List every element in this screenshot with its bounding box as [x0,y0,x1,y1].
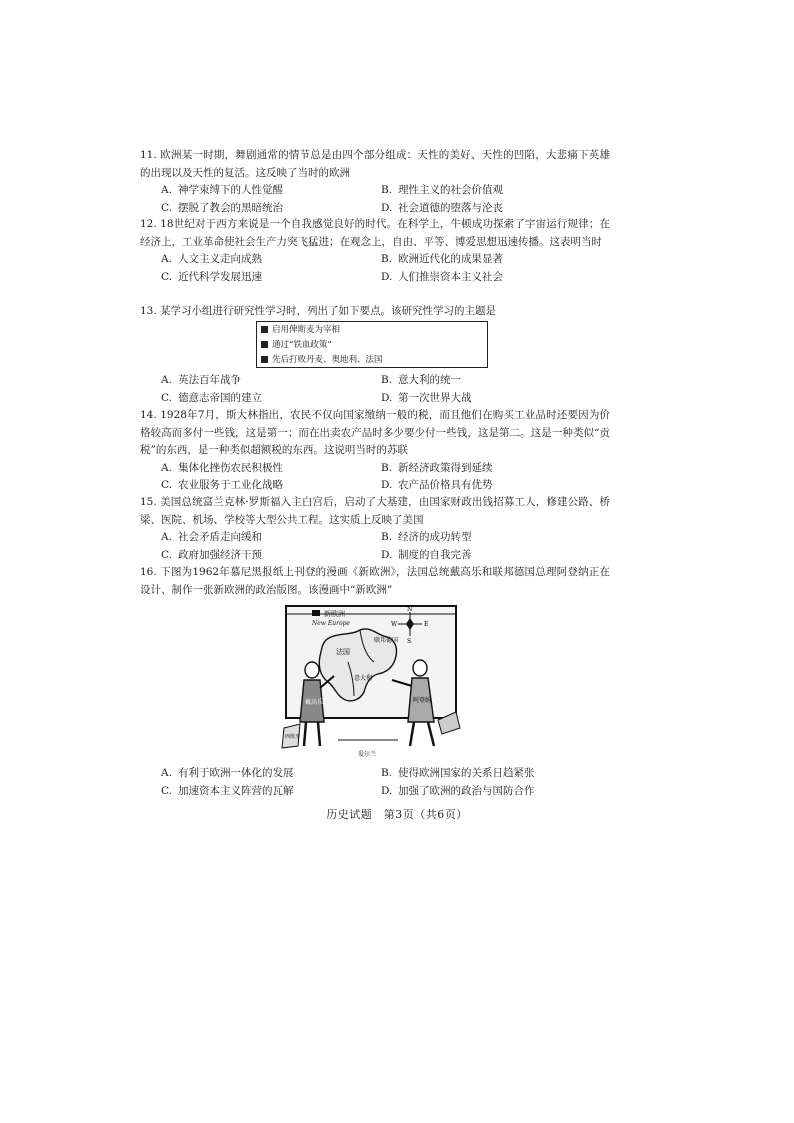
cartoon-sign-cn: 新欧洲 [324,610,345,618]
option-b: B. 使得欧洲国家的关系日趋紧张 [381,767,535,779]
label-italy: 意大利 [354,675,373,682]
option-b: B. 欧洲近代化的成果显著 [381,253,503,265]
option-a: A. 英法百年战争 [161,374,241,386]
compass-n: N [407,606,413,613]
option-c: C. 农业服务于工业化战略 [161,479,283,491]
question-14 [140,407,610,495]
key-point: 先后打败丹麦、奥地利、法国 [261,353,487,368]
question-11 [140,147,610,217]
compass-s: S [407,638,412,645]
question-stem: 11. 欧洲某一时期，舞剧通常的情节总是由四个部分组成：天性的美好、天性的凹陷，大悲痛下英雄的出现以及天性的复活。这反映了当时的欧洲 [140,149,611,179]
options [140,251,610,286]
option-b: B. 意大利的统一 [381,374,461,386]
option-a: A. 有利于欧洲一体化的发展 [161,767,294,779]
compass-e: E [424,621,429,628]
label-adenauer: 阿登纳 [413,697,432,704]
key-point: 通过“铁血政策” [261,338,487,353]
question-16 [140,564,610,599]
question-13 [140,303,610,321]
option-a: A. 社会矛盾走向缓和 [161,531,262,543]
question-12 [140,216,610,286]
options [140,529,610,564]
options [140,460,610,495]
option-a: A. 神学束缚下的人性觉醒 [161,184,283,196]
option-b: B. 经济的成功转型 [381,531,472,543]
option-b: B. 新经济政策得到延续 [381,461,493,474]
key-point: 启用俾斯麦为宰相 [261,323,487,338]
options [140,372,610,407]
option-d: D. 加强了欧洲的政治与国防合作 [381,784,535,797]
question-stem: 14. 1928年7月，斯大林指出，农民不仅向国家缴纳一般的税，而且他们在购买工业品时还要因为价格较高而多付一些钱，这是第一；而在出卖农产品时多少要少付一些钱，这是第二。这是一种类似“贡税”的东西，是一种类似超额税的东西。这说明当时的苏联 [140,409,610,456]
question-stem: 16. 下图为1962年慕尼黑报纸上刊登的漫画《新欧洲》，法国总统戴高乐和联邦德国总理阿登纳正在设计、制作一张新欧洲的政治版图。该漫画中“新欧洲” [140,566,610,596]
label-spain: 西班牙 [285,734,301,740]
option-c: C. 摆脱了教会的黑暗统治 [161,201,283,214]
question-15 [140,494,610,564]
option-c: C. 加速资本主义阵营的瓦解 [161,784,294,797]
option-d: D. 农产品价格具有优势 [381,479,493,491]
label-ireland: 爱尔兰 [358,751,377,758]
question-13-options [140,372,610,407]
option-a: A. 人文主义走向成熟 [161,253,262,265]
question-stem: 12. 18世纪对于西方来说是一个自我感觉良好的时代。在科学上，牛顿成功探索了宇宙运行规律；在经济上，工业革命使社会生产力突飞猛进；在观念上，自由、平等、博爱思想迅速传播。这表明当时 [140,218,610,248]
label-france: 法国 [336,648,350,656]
option-c: C. 近代科学发展迅速 [161,270,262,283]
page-footer: 历史试题 第3页（共6页） [326,808,468,821]
compass-w: W [391,621,398,628]
option-c: C. 政府加强经济干预 [161,548,262,561]
option-d: D. 人们推崇资本主义社会 [381,270,503,283]
option-c: C. 德意志帝国的建立 [161,391,262,404]
options [140,765,610,800]
question-stem: 13. 某学习小组进行研究性学习时，列出了如下要点。该研究性学习的主题是 [140,305,497,317]
label-de-gaulle: 戴高乐 [305,699,324,706]
option-d: D. 制度的自我完善 [381,548,472,561]
option-d: D. 第一次世界大战 [381,391,472,404]
options [140,182,610,217]
option-a: A. 集体化挫伤农民积极性 [161,461,283,474]
question-16-options [140,765,610,800]
option-d: D. 社会道德的堕落与沦丧 [381,201,503,214]
key-points-box [256,321,488,368]
question-stem: 15. 美国总统富兰克林·罗斯福入主白宫后，启动了大基建，由国家财政出钱招募工人，修建公路、桥梁、医院、机场、学校等大型公共工程。这实质上反映了美国 [140,496,610,526]
new-europe-cartoon [278,600,468,760]
option-b: B. 理性主义的社会价值观 [381,184,503,196]
cartoon-sign-en: New Europe [312,620,350,627]
label-west-germany: 联邦德国 [374,637,399,644]
